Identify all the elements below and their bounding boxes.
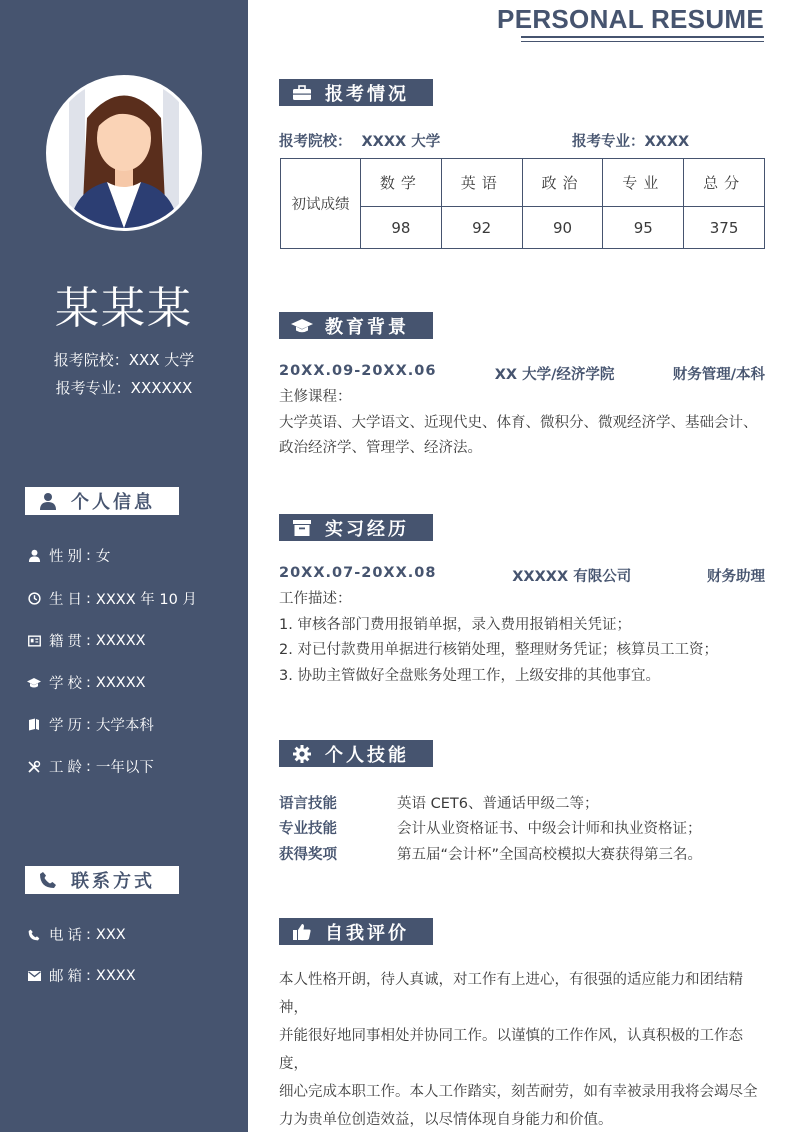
contact-value: XXXX: [95, 967, 136, 984]
self-eval-line: 并能很好地同事相处并协同工作。以谨慎的工作作风，认真积极的工作态度，: [279, 1028, 743, 1072]
skill-row: [279, 817, 702, 838]
personal-info-heading: [25, 487, 179, 515]
info-separator: :: [86, 590, 91, 607]
internship-section-heading: [279, 514, 433, 541]
info-separator: :: [86, 674, 91, 691]
subject-cell: 专业: [603, 159, 684, 207]
target-school: 报考院校：XXX 大学: [53, 351, 195, 369]
exam-school-label: 报考院校：: [279, 134, 352, 150]
score-row-label: 初试成绩: [281, 159, 361, 249]
table-row: [281, 159, 765, 207]
description-item: 2. 对已付款费用单据进行核销处理，整理财务凭证；核算员工工资；: [279, 642, 718, 658]
info-value: 一年以下: [95, 760, 154, 776]
internship-heading-label: 实习经历: [325, 518, 409, 540]
avatar: [46, 75, 202, 231]
info-row-birthday: [27, 588, 197, 609]
exam-major-value: XXXX: [644, 134, 690, 150]
skill-row: [279, 843, 702, 864]
education-heading-label: 教育背景: [325, 316, 409, 338]
internship-role: 财务助理: [706, 569, 765, 585]
sidebar: [0, 0, 248, 1132]
score-cell: 95: [603, 207, 684, 249]
info-label: 学校: [49, 676, 86, 692]
contact-heading-label: 联系方式: [71, 871, 155, 892]
education-courses: [279, 385, 769, 462]
self-eval-line: 力为贵单位创造效益，以尽情体现自身能力和价值。: [279, 1112, 613, 1128]
contact-label: 电话: [49, 928, 86, 944]
contact-separator: :: [86, 967, 91, 984]
info-row-hometown: [27, 630, 146, 651]
description-item: 3. 协助主管做好全盘账务处理工作，上级安排的其他事宜。: [279, 667, 660, 684]
archive-icon: [291, 519, 313, 537]
education-school: XX 大学/经济学院: [494, 367, 615, 383]
exam-major-label: 报考专业：: [572, 134, 645, 150]
skill-value: 会计从业资格证书、中级会计师和执业资格证；: [397, 821, 702, 837]
self-eval-line: 本人性格开朗，待人真诚，对工作有上进心，有很强的适应能力和团结精神，: [279, 972, 743, 1016]
skill-label: 专业技能: [279, 821, 337, 837]
courses-label: 主修课程：: [279, 389, 352, 405]
education-major: 财务管理/本科: [672, 367, 765, 383]
candidate-name: 某某某: [55, 283, 193, 334]
clock-icon: [27, 592, 41, 606]
description-label: 工作描述：: [279, 591, 352, 607]
info-label: 工龄: [49, 760, 86, 776]
person-icon: [37, 492, 59, 510]
info-value: XXXX 年 10 月: [95, 592, 197, 608]
internship-date: 20XX.07-20XX.08: [279, 565, 437, 581]
title-rule: [521, 41, 764, 42]
book-icon: [27, 718, 41, 732]
mail-icon: [27, 969, 41, 983]
contact-separator: :: [86, 926, 91, 943]
info-row-gender: [27, 545, 110, 566]
info-value: XXXXX: [95, 674, 146, 691]
internship-company: XXXXX 有限公司: [512, 569, 632, 585]
education-entry: [279, 363, 765, 384]
personal-info-heading-label: 个人信息: [71, 492, 155, 513]
skill-value: 英语 CET6、普通话甲级二等；: [397, 796, 599, 812]
gear-icon: [291, 745, 313, 763]
info-row-experience: [27, 756, 154, 777]
internship-description: [279, 587, 769, 689]
thumbs-up-icon: [291, 923, 313, 941]
info-separator: :: [86, 632, 91, 649]
exam-major: [572, 130, 689, 151]
courses-line: 政治经济学、管理学、经济法。: [279, 440, 482, 456]
self-eval-heading-label: 自我评价: [325, 922, 409, 944]
skill-label: 获得奖项: [279, 847, 337, 863]
score-cell: 90: [522, 207, 603, 249]
exam-school: [279, 130, 440, 151]
exam-heading-label: 报考情况: [325, 83, 409, 105]
info-separator: :: [86, 547, 91, 564]
contact-row-phone: [27, 924, 126, 945]
info-label: 性别: [49, 549, 86, 565]
info-separator: :: [86, 758, 91, 775]
subject-cell: 英语: [441, 159, 522, 207]
briefcase-icon: [291, 84, 313, 102]
title-rule: [521, 36, 764, 38]
subject-cell: 数学: [361, 159, 442, 207]
info-value: 女: [95, 549, 111, 565]
graduation-cap-icon: [27, 676, 41, 690]
skills-section-heading: [279, 740, 433, 767]
contact-row-email: [27, 965, 136, 986]
description-item: 1. 审核各部门费用报销单据，录入费用报销相关凭证；: [279, 616, 631, 633]
self-eval-text: [279, 966, 769, 1132]
info-label: 学历: [49, 718, 86, 734]
target-major: 报考专业：XXXXXX: [55, 379, 193, 397]
skill-row: [279, 792, 598, 813]
phone-icon: [37, 871, 59, 889]
phone-icon: [27, 928, 41, 942]
score-cell: 375: [684, 207, 765, 249]
exam-school-value: XXXX 大学: [361, 134, 441, 150]
contact-value: XXX: [95, 926, 126, 943]
education-section-heading: [279, 312, 433, 339]
info-value: 大学本科: [95, 718, 154, 734]
info-value: XXXXX: [95, 632, 146, 649]
subject-cell: 总分: [684, 159, 765, 207]
exam-section-heading: [279, 79, 433, 106]
skill-label: 语言技能: [279, 796, 337, 812]
self-eval-section-heading: [279, 918, 433, 945]
info-row-education: [27, 714, 154, 735]
score-cell: 98: [361, 207, 442, 249]
person-icon: [27, 549, 41, 563]
education-date: 20XX.09-20XX.06: [279, 363, 437, 379]
resume-title: PERSONAL RESUME: [497, 4, 764, 34]
subject-cell: 政治: [522, 159, 603, 207]
info-label: 籍贯: [49, 634, 86, 650]
id-card-icon: [27, 634, 41, 648]
score-table: [280, 158, 765, 249]
skill-value: 第五届“会计杯”全国高校模拟大赛获得第三名。: [397, 847, 703, 863]
info-row-school: [27, 672, 146, 693]
graduation-cap-icon: [291, 317, 313, 335]
skills-heading-label: 个人技能: [325, 744, 409, 766]
info-label: 生日: [49, 592, 86, 608]
score-cell: 92: [441, 207, 522, 249]
internship-entry: [279, 565, 765, 586]
contact-label: 邮箱: [49, 969, 86, 985]
info-separator: :: [86, 716, 91, 733]
courses-line: 大学英语、大学语文、近现代史、体育、微积分、微观经济学、基础会计、: [279, 414, 758, 431]
tools-icon: [27, 760, 41, 774]
contact-heading: [25, 866, 179, 894]
self-eval-line: 细心完成本职工作。本人工作踏实，刻苦耐劳，如有幸被录用我将会竭尽全: [279, 1084, 758, 1100]
